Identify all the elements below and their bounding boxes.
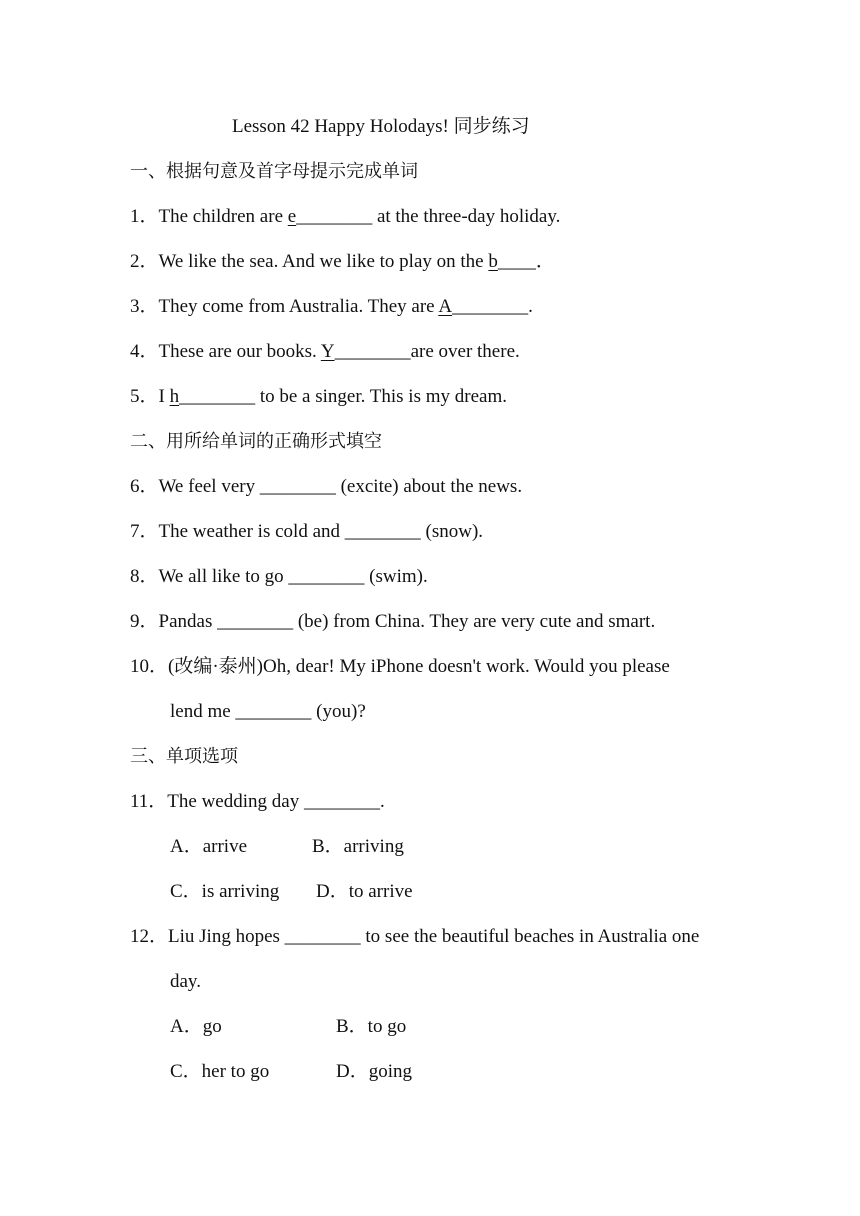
question-11	[130, 790, 385, 814]
question-number: 3．	[130, 296, 159, 317]
question-number: 4．	[130, 341, 159, 362]
question-text: The wedding day ________.	[167, 791, 385, 812]
option-b: B．arriving	[312, 836, 404, 857]
question-number: 5．	[130, 386, 159, 407]
question-number: 6．	[130, 476, 159, 497]
question-8	[130, 565, 428, 589]
question-12	[130, 925, 699, 949]
question-text: Pandas ________ (be) from China. They are very cute and smart.	[158, 611, 656, 632]
question-12-continuation: day.	[170, 971, 201, 992]
question-text: We feel very ________ (excite) about the news.	[158, 476, 523, 497]
options-row	[170, 1060, 412, 1084]
question-text: (改编·泰州)Oh, dear! My iPhone doesn't work. Would you please	[168, 656, 670, 677]
question-10-continuation: lend me ________ (you)?	[170, 701, 366, 722]
options-row	[170, 1015, 406, 1039]
options-row	[170, 880, 413, 904]
question-number: 2．	[130, 251, 159, 272]
section-heading-1: 一、根据句意及首字母提示完成单词	[130, 161, 418, 182]
question-5: 5．I h________ to be a singer. This is my dream.	[130, 386, 507, 407]
hint-letter: A	[438, 296, 453, 317]
page-title: Lesson 42 Happy Holodays! 同步练习	[232, 116, 530, 137]
option-c: C．her to go	[170, 1061, 270, 1082]
question-7	[130, 520, 483, 544]
options-row	[170, 835, 404, 859]
question-9	[130, 610, 655, 634]
section-heading-2: 二、用所给单词的正确形式填空	[130, 431, 382, 452]
question-1: 1．The children are e________ at the three-day holiday.	[130, 206, 561, 227]
hint-letter: h	[169, 386, 180, 407]
question-text: Liu Jing hopes ________ to see the beautiful beaches in Australia one	[168, 926, 700, 947]
option-c: C．is arriving	[170, 881, 280, 902]
hint-letter: e	[287, 206, 297, 227]
option-d: D．to arrive	[316, 881, 413, 902]
question-2: 2．We like the sea. And we like to play on the b____．	[130, 251, 555, 272]
question-number: 9．	[130, 611, 159, 632]
question-text: We all like to go ________ (swim).	[158, 566, 428, 587]
question-number: 1．	[130, 206, 159, 227]
hint-letter: b	[488, 251, 498, 272]
section-heading-3: 三、单项选项	[130, 746, 238, 767]
option-a: A．arrive	[170, 836, 248, 857]
question-number: 10．	[130, 656, 169, 677]
option-b: B．to go	[336, 1016, 407, 1037]
question-3: 3．They come from Australia. They are A________.	[130, 296, 533, 317]
question-10	[130, 655, 670, 679]
hint-letter: Y	[320, 341, 335, 362]
option-a: A．go	[170, 1016, 222, 1037]
question-4: 4．These are our books. Y________are over there.	[130, 341, 520, 362]
question-number: 11．	[130, 791, 168, 812]
question-text: The weather is cold and ________ (snow).	[158, 521, 484, 542]
option-d: D．going	[336, 1061, 413, 1082]
question-number: 12．	[130, 926, 169, 947]
question-6	[130, 475, 522, 499]
question-number: 8．	[130, 566, 159, 587]
question-number: 7．	[130, 521, 159, 542]
